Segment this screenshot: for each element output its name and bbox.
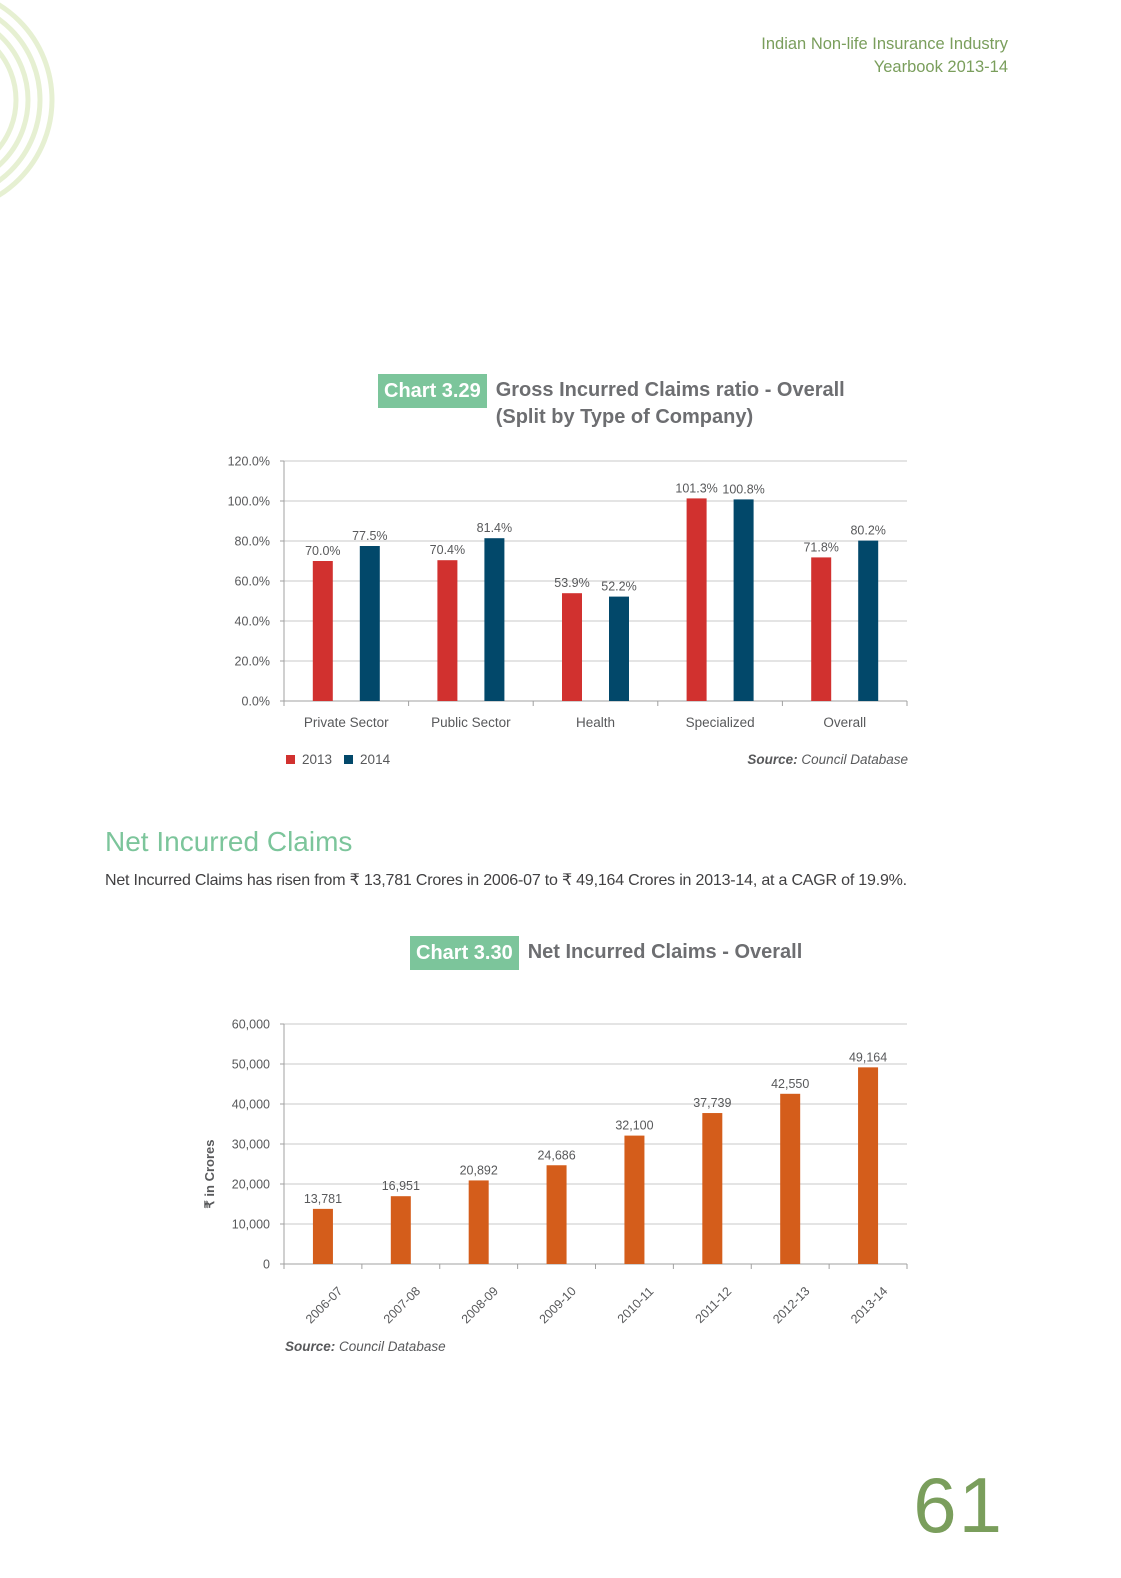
data-label: 80.2% xyxy=(850,523,886,538)
y-tick-label: 40.0% xyxy=(234,614,270,629)
x-tick-label: 2012-13 xyxy=(770,1284,813,1327)
y-tick-label: 10,000 xyxy=(231,1217,270,1232)
data-label: 77.5% xyxy=(352,529,388,543)
data-label: 49,164 xyxy=(848,1050,888,1065)
chart1-source-text: Council Database xyxy=(801,752,908,767)
x-tick-label: 2006-07 xyxy=(302,1284,346,1327)
data-label: 101.3% xyxy=(675,481,718,496)
x-tick-label: 2008-09 xyxy=(458,1284,502,1327)
y-tick-label: 40,000 xyxy=(231,1097,270,1112)
chart1-title-line2: (Split by Type of Company) xyxy=(495,406,754,428)
data-label: 70.0% xyxy=(305,544,341,558)
chart2-badge: Chart 3.30 xyxy=(410,936,519,970)
data-label: 16,951 xyxy=(381,1179,420,1194)
y-tick-label: 80.0% xyxy=(234,534,270,549)
x-tick-label: Overall xyxy=(823,715,867,730)
page-number: 61 xyxy=(913,1461,1004,1549)
y-tick-label: 0.0% xyxy=(241,694,270,709)
y-tick-label: 120.0% xyxy=(227,454,270,469)
chart2-source-text: Council Database xyxy=(339,1339,446,1354)
y-tick-label: 30,000 xyxy=(231,1137,270,1152)
section-paragraph: Net Incurred Claims has risen from ₹ 13,781 Crores in 2006-07 to ₹ 49,164 Crores in 2013-14, at a CAGR of 19.9%. xyxy=(105,872,907,889)
header-line1: Indian Non-life Insurance Industry xyxy=(761,35,1008,53)
legend-label-2014: 2014 xyxy=(360,752,391,767)
y-tick-label: 50,000 xyxy=(231,1057,270,1072)
header-line2: Yearbook 2013-14 xyxy=(873,58,1008,76)
data-label: 24,686 xyxy=(537,1148,576,1163)
data-label: 100.8% xyxy=(722,482,765,497)
section-heading: Net Incurred Claims xyxy=(105,826,353,857)
y-tick-label: 60,000 xyxy=(231,1017,270,1032)
bar xyxy=(858,1067,878,1264)
x-tick-label: 2009-10 xyxy=(536,1284,579,1327)
y-tick-label: 60.0% xyxy=(234,574,270,589)
x-tick-label: 2011-12 xyxy=(692,1284,735,1327)
data-label: 13,781 xyxy=(303,1191,343,1206)
bar xyxy=(469,1180,489,1264)
x-tick-label: 2013-14 xyxy=(848,1284,891,1327)
data-label: 81.4% xyxy=(476,521,513,536)
y-tick-label: 20.0% xyxy=(234,654,270,669)
y-tick-label: 20,000 xyxy=(231,1177,270,1192)
bar xyxy=(624,1136,644,1264)
y-tick-label: 0 xyxy=(263,1257,270,1272)
chart2-source-label: Source: xyxy=(285,1339,336,1354)
data-label: 53.9% xyxy=(554,576,590,591)
bar xyxy=(702,1113,722,1264)
data-label: 52.2% xyxy=(601,579,637,594)
legend-label-2013: 2013 xyxy=(302,752,333,767)
chart1-source-label: Source: xyxy=(747,752,798,767)
bar xyxy=(547,1165,567,1264)
bar xyxy=(780,1094,800,1264)
x-tick-label: Specialized xyxy=(685,715,755,730)
x-tick-label: Health xyxy=(575,715,616,730)
y-tick-label: 100.0% xyxy=(227,494,270,509)
x-tick-label: 2007-08 xyxy=(380,1284,424,1327)
data-label: 70.4% xyxy=(429,543,466,558)
data-label: 71.8% xyxy=(803,540,839,555)
data-label: 20,892 xyxy=(459,1163,498,1178)
chart1-title-line1: Gross Incurred Claims ratio - Overall xyxy=(495,379,845,401)
y-axis-label: ₹ in Crores xyxy=(202,1139,217,1209)
x-tick-label: Private Sector xyxy=(303,715,389,730)
chart1-badge: Chart 3.29 xyxy=(378,374,487,408)
data-label: 42,550 xyxy=(771,1076,810,1091)
bar xyxy=(391,1196,411,1264)
bar xyxy=(313,1209,333,1264)
chart2-source xyxy=(285,1339,446,1354)
chart2-title-line1: Net Incurred Claims - Overall xyxy=(527,941,803,963)
x-tick-label: Public Sector xyxy=(431,715,511,730)
x-tick-label: 2010-11 xyxy=(614,1284,657,1327)
data-label: 32,100 xyxy=(615,1118,654,1133)
data-label: 37,739 xyxy=(693,1096,732,1111)
